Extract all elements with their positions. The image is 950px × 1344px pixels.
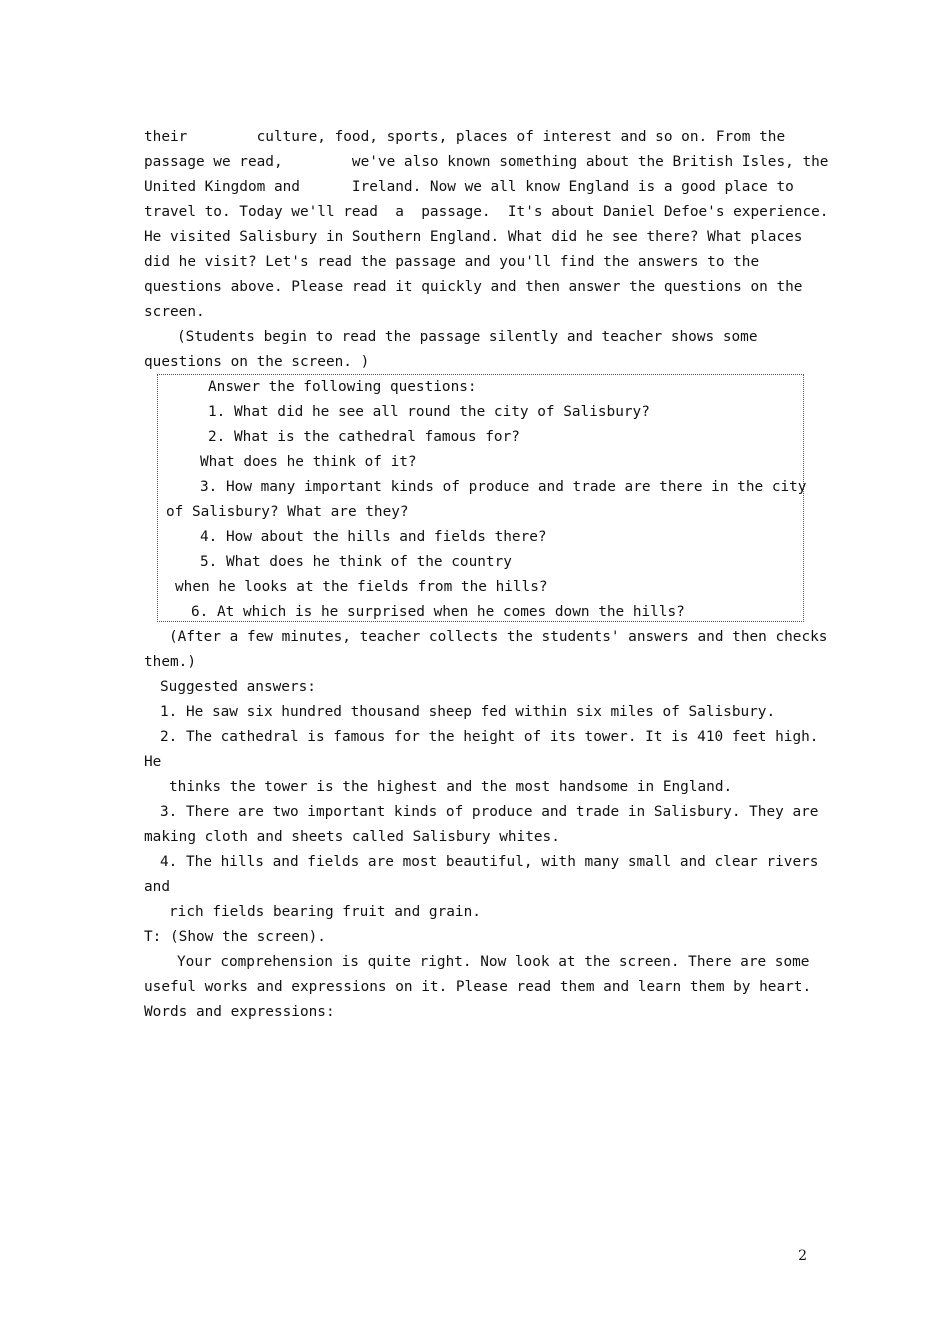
question-item: when he looks at the fields from the hills?: [175, 579, 548, 595]
questions-heading: Answer the following questions:: [208, 379, 477, 395]
answer-item: 3. There are two important kinds of produce and trade in Salisbury. They are: [160, 804, 819, 820]
intro-line: screen.: [144, 304, 205, 320]
answers-line: them.): [144, 654, 196, 670]
intro-line: He visited Salisbury in Southern England. What did he see there? What places: [144, 229, 803, 245]
intro-line: (Students begin to read the passage silently and teacher shows some: [177, 329, 758, 345]
intro-line: questions above. Please read it quickly and then answer the questions on the: [144, 279, 803, 295]
intro-line: travel to. Today we'll read a passage. It's about Daniel Defoe's experience.: [144, 204, 829, 220]
intro-line: United Kingdom and Ireland. Now we all know England is a good place to: [144, 179, 794, 195]
question-item: 4. How about the hills and fields there?: [200, 529, 547, 545]
intro-line: did he visit? Let's read the passage and you'll find the answers to the: [144, 254, 760, 270]
question-item: 2. What is the cathedral famous for?: [208, 429, 520, 445]
answer-item: 2. The cathedral is famous for the height of its tower. It is 410 feet high.: [160, 729, 819, 745]
question-item: 1. What did he see all round the city of Salisbury?: [208, 404, 650, 420]
answer-item: and: [144, 879, 170, 895]
intro-line: their culture, food, sports, places of interest and so on. From the: [144, 129, 786, 145]
question-item: 3. How many important kinds of produce and trade are there in the city: [200, 479, 807, 495]
intro-line: passage we read, we've also known something about the British Isles, the: [144, 154, 829, 170]
answer-item: making cloth and sheets called Salisbury whites.: [144, 829, 560, 845]
teacher-line: T: (Show the screen).: [144, 929, 326, 945]
answer-item: He: [144, 754, 162, 770]
teacher-line: Words and expressions:: [144, 1004, 335, 1020]
question-item: What does he think of it?: [200, 454, 417, 470]
question-item: 5. What does he think of the country: [200, 554, 512, 570]
answer-item: 1. He saw six hundred thousand sheep fed within six miles of Salisbury.: [160, 704, 776, 720]
answers-heading: Suggested answers:: [160, 679, 316, 695]
page-number: 2: [798, 1248, 807, 1264]
intro-line: questions on the screen. ): [144, 354, 370, 370]
answers-line: (After a few minutes, teacher collects the students' answers and then checks: [169, 629, 828, 645]
question-item: 6. At which is he surprised when he comes down the hills?: [191, 604, 685, 620]
answer-item: rich fields bearing fruit and grain.: [169, 904, 481, 920]
teacher-line: Your comprehension is quite right. Now look at the screen. There are some: [177, 954, 810, 970]
teacher-line: useful works and expressions on it. Please read them and learn them by heart.: [144, 979, 812, 995]
question-item: of Salisbury? What are they?: [166, 504, 409, 520]
answer-item: 4. The hills and fields are most beautiful, with many small and clear rivers: [160, 854, 819, 870]
answer-item: thinks the tower is the highest and the most handsome in England.: [169, 779, 733, 795]
